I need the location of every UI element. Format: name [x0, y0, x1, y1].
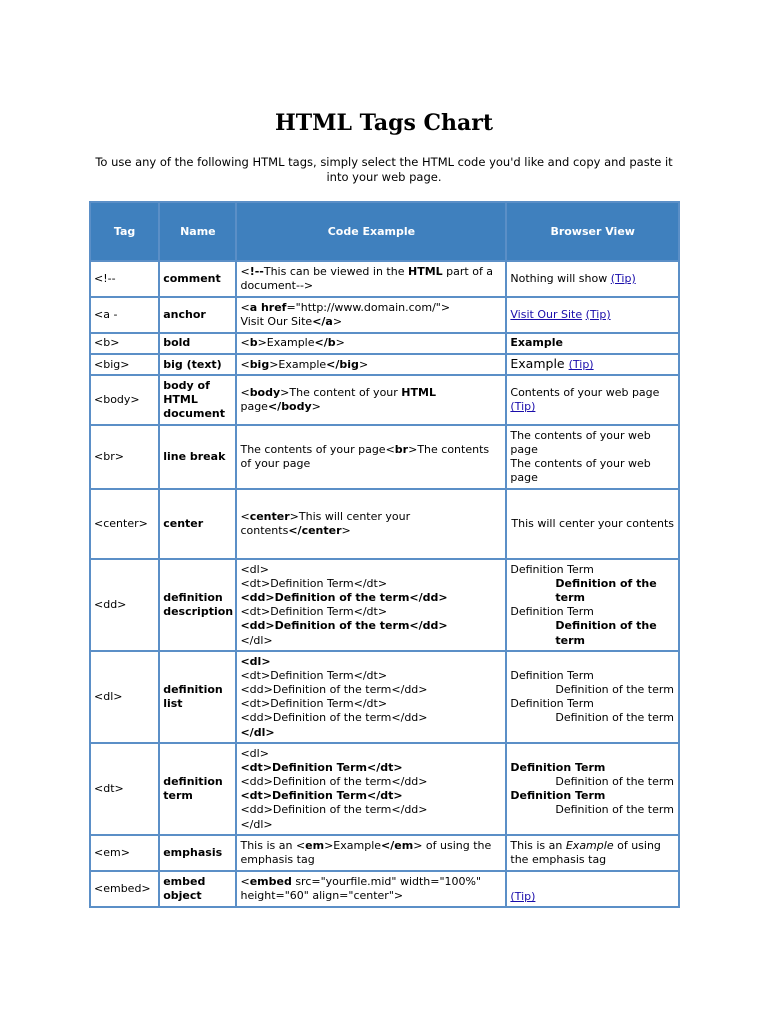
view-cell: This will center your contents	[507, 490, 678, 558]
name-cell: definition list	[160, 652, 235, 742]
view-cell: Example (Tip)	[507, 355, 678, 374]
table-row-em	[91, 836, 678, 870]
table-row-anchor	[91, 298, 678, 332]
header-browser-view: Browser View	[507, 203, 678, 260]
name-cell: anchor	[160, 298, 235, 332]
table-row-dl	[91, 652, 678, 742]
table-row-big	[91, 355, 678, 374]
table-header-row	[91, 203, 678, 260]
name-cell: comment	[160, 262, 235, 296]
view-cell: This is an Example of using the emphasis tag	[507, 836, 678, 870]
tag-cell: <b>	[91, 334, 158, 353]
code-cell: <dl> <dt>Definition Term</dt> <dd>Definition of the term</dd> <dt>Definition Term</dt> <dd>Definition of the term</dd> </dl>	[237, 560, 505, 650]
view-cell: Example	[507, 334, 678, 353]
tag-cell: <em>	[91, 836, 158, 870]
name-cell: embed object	[160, 872, 235, 906]
code-cell: <big>Example</big>	[237, 355, 505, 374]
header-name: Name	[160, 203, 235, 260]
table-row-br	[91, 426, 678, 488]
code-cell: <embed src="yourfile.mid" width="100%" height="60" align="center">	[237, 872, 505, 906]
view-cell	[507, 298, 678, 332]
tag-cell: <!--	[91, 262, 158, 296]
tip-link[interactable]: (Tip)	[610, 271, 636, 285]
tag-cell: <big>	[91, 355, 158, 374]
tip-link[interactable]: (Tip)	[568, 358, 594, 371]
code-cell: <body>The content of your HTML page</body>	[237, 376, 505, 424]
code-cell: <a href="http://www.domain.com/"> Visit Our Site</a>	[237, 298, 505, 332]
table-row-bold	[91, 334, 678, 353]
name-cell: line break	[160, 426, 235, 488]
table-row-comment	[91, 262, 678, 296]
view-cell: Contents of your web page (Tip)	[507, 376, 678, 424]
view-cell: The contents of your web page The contents of your web page	[507, 426, 678, 488]
tag-cell: <dl>	[91, 652, 158, 742]
code-cell: This is an <em>Example</em> of using the emphasis tag	[237, 836, 505, 870]
code-cell: <center>This will center your contents</center>	[237, 490, 505, 558]
table-row-center	[91, 490, 678, 558]
table-row-dt	[91, 744, 678, 834]
table-row-embed	[91, 872, 678, 906]
tag-cell: <dd>	[91, 560, 158, 650]
code-cell: <dl> <dt>Definition Term</dt> <dd>Definition of the term</dd> <dt>Definition Term</dt> <dd>Definition of the term</dd> </dl>	[237, 744, 505, 834]
name-cell: emphasis	[160, 836, 235, 870]
view-cell: Nothing will show (Tip)	[507, 262, 678, 296]
table-row-body	[91, 376, 678, 424]
header-code-example: Code Example	[237, 203, 505, 260]
code-cell: <!--This can be viewed in the HTML part of a document-->	[237, 262, 505, 296]
name-cell: body of HTML document	[160, 376, 235, 424]
html-tags-table	[89, 201, 680, 908]
view-cell: Definition Term Definition of the term Definition Term Definition of the term	[507, 560, 678, 650]
code-cell: <dl> <dt>Definition Term</dt> <dd>Definition of the term</dd> <dt>Definition Term</dt> <dd>Definition of the term</dd> </dl>	[237, 652, 505, 742]
page-title: HTML Tags Chart	[274, 110, 494, 136]
tag-cell: <dt>	[91, 744, 158, 834]
code-cell: The contents of your page<br>The contents of your page	[237, 426, 505, 488]
name-cell: bold	[160, 334, 235, 353]
name-cell: definition term	[160, 744, 235, 834]
name-cell: definition description	[160, 560, 235, 650]
view-cell: Definition Term Definition of the term Definition Term Definition of the term	[507, 652, 678, 742]
view-cell: Definition Term Definition of the term Definition Term Definition of the term	[507, 744, 678, 834]
tag-cell: <embed>	[91, 872, 158, 906]
tip-link[interactable]: (Tip)	[510, 890, 536, 903]
visit-our-site-link[interactable]: Visit Our Site	[510, 307, 583, 321]
name-cell: big (text)	[160, 355, 235, 374]
table-row-dd	[91, 560, 678, 650]
code-cell: <b>Example</b>	[237, 334, 505, 353]
tag-cell: <br>	[91, 426, 158, 488]
tip-link[interactable]: (Tip)	[510, 400, 536, 414]
tag-cell: <a -	[91, 298, 158, 332]
intro-text: To use any of the following HTML tags, simply select the HTML code you'd like and copy and paste it into your web page.	[95, 155, 673, 184]
tag-cell: <body>	[91, 376, 158, 424]
header-tag: Tag	[91, 203, 158, 260]
tip-link[interactable]: (Tip)	[585, 307, 611, 321]
name-cell: center	[160, 490, 235, 558]
tag-cell: <center>	[91, 490, 158, 558]
view-cell	[507, 872, 678, 906]
